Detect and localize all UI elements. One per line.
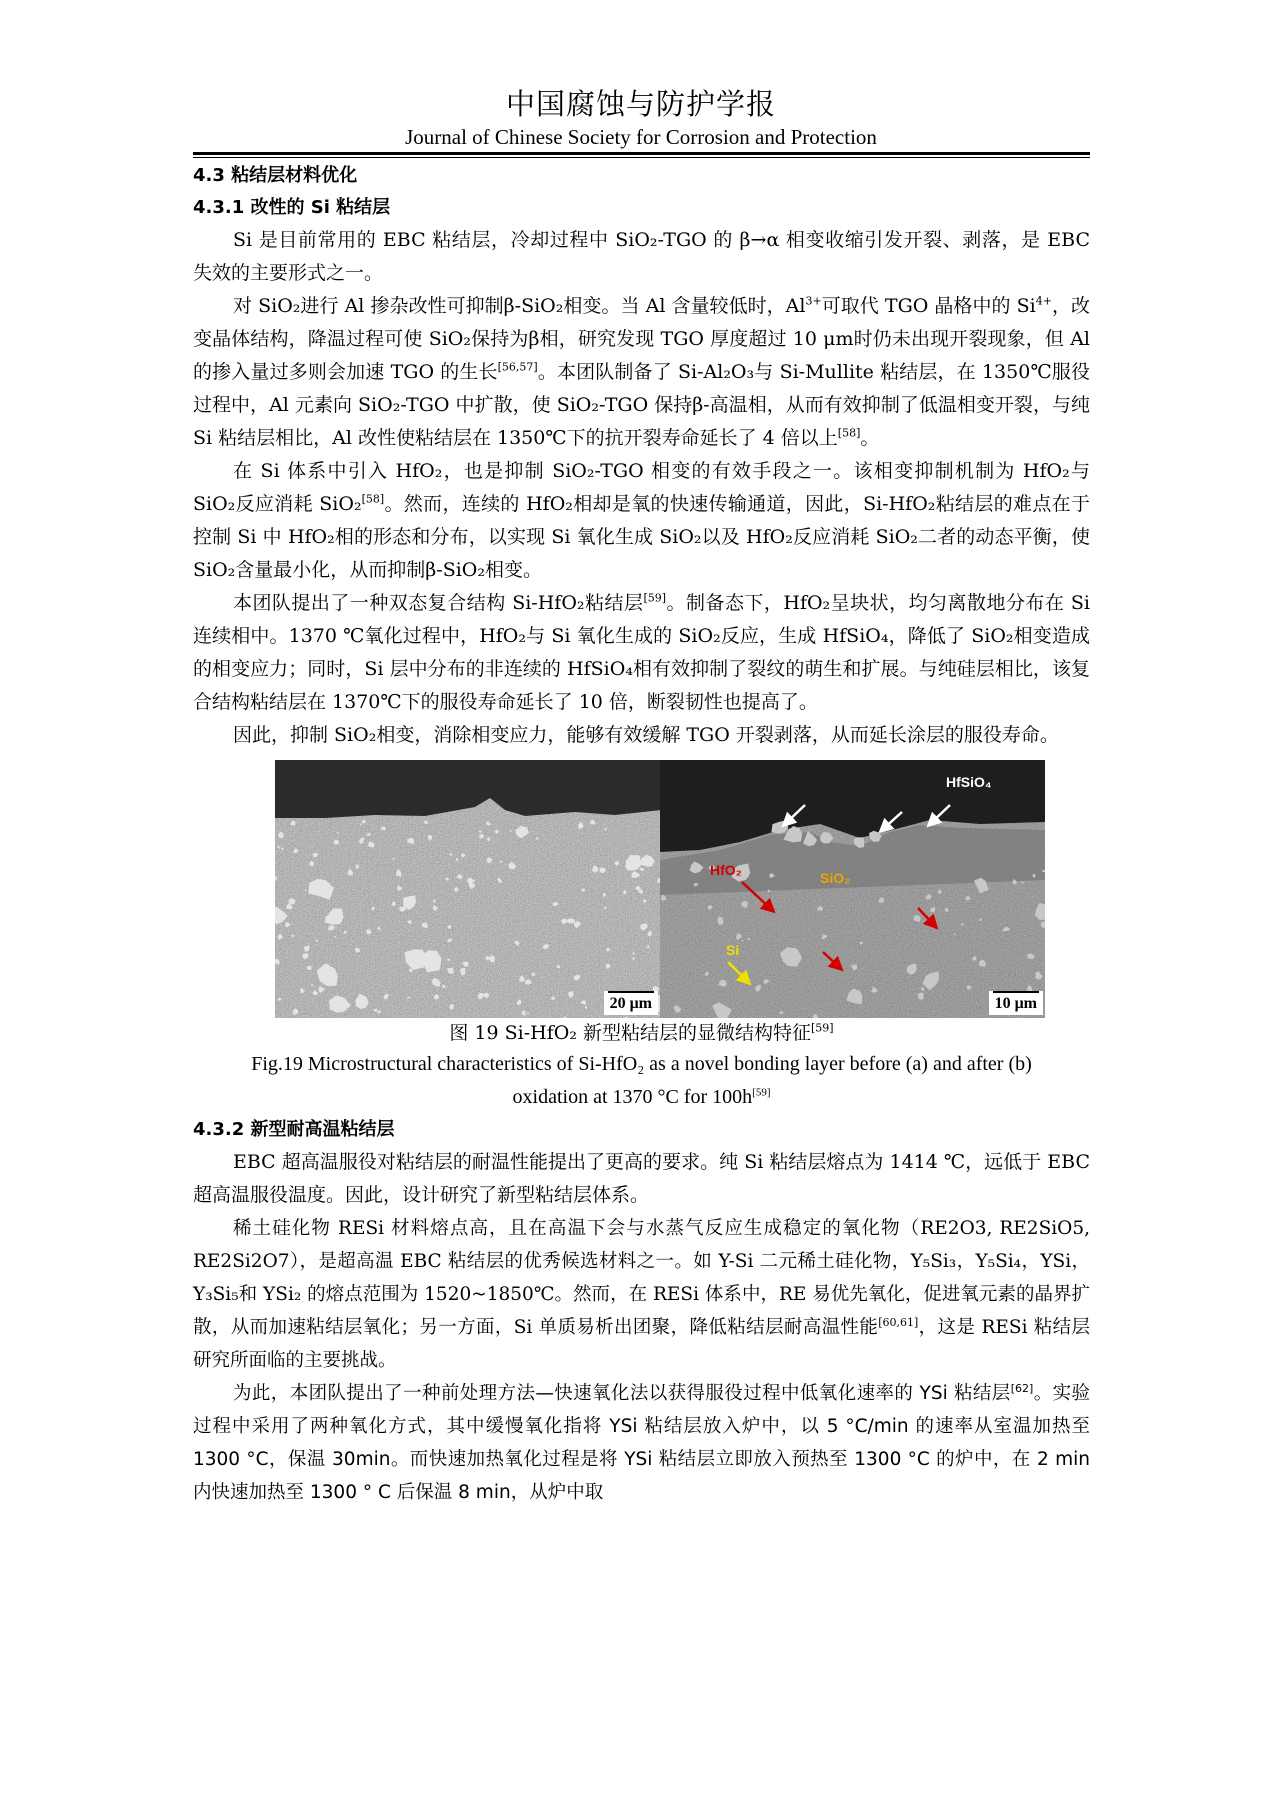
paragraph-8 [193,1377,1090,1509]
figure-caption-cn-text: 图 19 Si-HfO₂ 新型粘结层的显微结构特征 [449,1022,811,1044]
figure-caption-en-citation: [59] [752,1086,771,1099]
micrograph-a-image [275,760,660,1018]
paragraph-7-text-b: ，这是 RESi 粘结层研究所面临的主要挑战。 [193,1317,1090,1371]
citation-60-61: [60,61] [878,1315,919,1329]
figure-19 [275,760,1045,1018]
figure-caption-cn-citation: [59] [811,1021,834,1035]
label-hfo2: HfO₂ [710,862,742,878]
superscript-si4: 4+ [1035,294,1052,308]
scale-bar-a: 20 μm [604,991,658,1015]
paragraph-3-text-a: 在 Si 体系中引入 HfO₂，也是抑制 SiO₂-TGO 相变的有效手段之一。该相变抑制机制为 HfO₂与 SiO₂反应消耗 SiO₂ [193,460,1090,515]
paragraph-4-text-a: 本团队提出了一种双态复合结构 Si-HfO₂粘结层 [233,592,644,614]
micrograph-b-image [660,760,1045,1018]
micrograph-panel-b [660,760,1045,1018]
paragraph-5: 因此，抑制 SiO₂相变，消除相变应力，能够有效缓解 TGO 开裂剥落，从而延长涂层的服役寿命。 [233,724,1059,746]
figure-caption-en-line-2 [193,1081,1090,1114]
journal-title-cn: 中国腐蚀与防护学报 [505,87,776,121]
citation-56-57: [56,57] [497,360,538,374]
label-sio2: SiO₂ [820,870,851,886]
paragraph-2-text-c: ，改变晶体结构，降温过程可使 SiO₂保持为β相，研究发现 TGO 厚度超过 10 μm时仍未出现开裂现象，但 Al 的掺入量过多则会加速 TGO 的生长 [193,295,1090,383]
figure-caption-en-text: oxidation at 1370 °C for 100h [512,1086,753,1108]
section-heading-4-3: 4.3 粘结层材料优化 [193,165,358,186]
paragraph-4 [193,587,1090,719]
paragraph-8-text-a: 为此，本团队提出了一种前处理方法—快速氧化法以获得服役过程中低氧化速率的 YSi 粘结层 [233,1383,1011,1404]
paragraph-2-text-a: 对 SiO₂进行 Al 掺杂改性可抑制β-SiO₂相变。当 Al 含量较低时，Al [233,295,806,317]
paragraph-3-text-b: 。然而，连续的 HfO₂相却是氧的快速传输通道，因此，Si-HfO₂粘结层的难点在于控制 Si 中 HfO₂相的形态和分布，以实现 Si 氧化生成 SiO₂以及 HfO₂反应消耗 SiO₂二者的动态平衡，使 SiO₂含量最小化，从而抑制β-SiO₂相变。 [193,493,1090,581]
section-heading-4-3-1: 4.3.1 改性的 Si 粘结层 [193,197,391,218]
paragraph-8-text-b: 。实验过程中采用了两种氧化方式，其中缓慢氧化指将 YSi 粘结层放入炉中，以 5 °C/min 的速率从室温加热至 1300 °C，保温 30min。而快速加热氧化过程是将 YSi 粘结层立即放入预热至 1300 °C 的炉中，在 2 min 内快速加热至 1300 ° C 后保温 8 min，从炉中取 [193,1383,1090,1503]
citation-58: [58] [837,426,861,440]
section-heading-4-3-2: 4.3.2 新型耐高温粘结层 [193,1119,395,1140]
paragraph-1: Si 是目前常用的 EBC 粘结层，冷却过程中 SiO₂-TGO 的 β→α 相变收缩引发开裂、剥落，是 EBC 失效的主要形式之一。 [193,229,1090,284]
scale-bar-b: 10 μm [989,991,1043,1015]
header-rule-thin [193,157,1090,158]
paragraph-7 [193,1212,1090,1377]
paragraph-4-text-b: 。制备态下，HfO₂呈块状，均匀离散地分布在 Si 连续相中。1370 ℃氧化过程中，HfO₂与 Si 氧化生成的 SiO₂反应，生成 HfSiO₄，降低了 SiO₂相变造成的相变应力；同时，Si 层中分布的非连续的 HfSiO₄相有效抑制了裂纹的萌生和扩展。与纯硅层相比，该复合结构粘结层在 1370℃下的服役寿命延长了 10 倍，断裂韧性也提高了。 [193,592,1090,713]
paragraph-3 [193,455,1090,587]
article-body [193,160,1090,1509]
superscript-al3: 3+ [805,294,822,308]
header-rule-thick [193,152,1090,155]
paragraph-2-text-e: 。 [860,427,880,449]
paragraph-2-text-b: 可取代 TGO 晶格中的 Si [821,295,1036,317]
citation-62: [62] [1010,1381,1034,1395]
figure-caption-cn [193,1018,1090,1048]
micrograph-panel-a [275,760,660,1018]
journal-title-en: Journal of Chinese Society for Corrosion and Protection [405,125,877,149]
paragraph-2-text-d: 。本团队制备了 Si-Al₂O₃与 Si-Mullite 粘结层，在 1350℃服役过程中，Al 元素向 SiO₂-TGO 中扩散，使 SiO₂-TGO 保持β-高温相，从而有效抑制了低温相变开裂，与纯 Si 粘结层相比，Al 改性使粘结层在 1350℃下的抗开裂寿命延长了 4 倍以上 [193,361,1090,449]
paragraph-2 [193,290,1090,455]
figure-caption-en-line-1: Fig.19 Microstructural characteristics of Si-HfO₂ as a novel bonding layer before (a) and after (b) [251,1053,1032,1075]
label-si: Si [726,942,740,958]
paragraph-7-text-a: 稀土硅化物 RESi 材料熔点高，且在高温下会与水蒸气反应生成稳定的氧化物（RE2O3, RE2SiO5, RE2Si2O7），是超高温 EBC 粘结层的优秀候选材料之一。如 Y-Si 二元稀土硅化物，Y₅Si₃，Y₅Si₄，YSi，Y₃Si₅和 YSi₂ 的熔点范围为 1520~1850℃。然而，在 RESi 体系中，RE 易优先氧化，促进氧元素的晶界扩散，从而加速粘结层氧化；另一方面，Si 单质易析出团聚，降低粘结层耐高温性能 [193,1218,1090,1338]
label-hfsio4: HfSiO₄ [946,774,992,790]
paragraph-6: EBC 超高温服役对粘结层的耐温性能提出了更高的要求。纯 Si 粘结层熔点为 1414 ℃，远低于 EBC 超高温服役温度。因此，设计研究了新型粘结层体系。 [193,1151,1090,1206]
citation-59: [59] [643,591,667,605]
citation-58-b: [58] [361,492,385,506]
